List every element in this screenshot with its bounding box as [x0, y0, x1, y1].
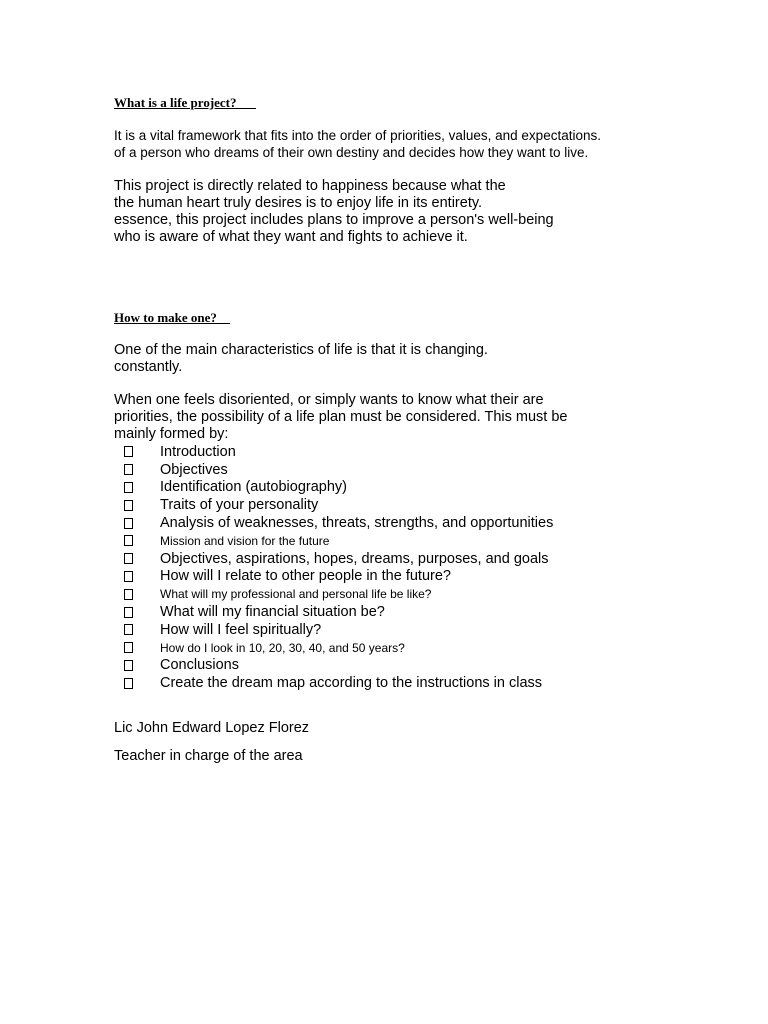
- text-line: priorities, the possibility of a life plan must be considered. This must be: [114, 409, 568, 425]
- checkbox-square-icon: [124, 535, 133, 546]
- checkbox-square-icon: [124, 500, 133, 511]
- list-item: [114, 674, 553, 692]
- checkbox-square-icon: [124, 642, 133, 653]
- text-line: constantly.: [114, 359, 183, 375]
- list-item: [114, 532, 553, 550]
- list-item: [114, 603, 553, 621]
- list-item-label: Mission and vision for the future: [160, 533, 330, 548]
- text-line: This project is directly related to happiness because what the: [114, 178, 506, 194]
- checkbox-square-icon: [124, 660, 133, 671]
- checkbox-square-icon: [124, 678, 133, 689]
- life-plan-components-list: [114, 443, 553, 692]
- list-item: [114, 479, 553, 497]
- checkbox-square-icon: [124, 518, 133, 529]
- list-item: [114, 550, 553, 568]
- text-line: essence, this project includes plans to improve a person's well-being: [114, 212, 554, 228]
- list-item: [114, 443, 553, 461]
- list-item-label: What will my professional and personal life be like?: [160, 587, 432, 602]
- list-item-label: How will I relate to other people in the future?: [160, 568, 451, 585]
- list-item-label: What will my financial situation be?: [160, 604, 385, 621]
- happiness-paragraph: [114, 178, 554, 246]
- list-item-label: Introduction: [160, 443, 236, 460]
- teacher-name: Lic John Edward Lopez Florez: [114, 720, 310, 736]
- list-item-label: Analysis of weaknesses, threats, strengths, and opportunities: [160, 515, 554, 532]
- text-line: the human heart truly desires is to enjoy life in its entirety.: [114, 195, 483, 211]
- text-line: One of the main characteristics of life is that it is changing.: [114, 342, 488, 358]
- list-item: [114, 514, 553, 532]
- checkbox-square-icon: [124, 446, 133, 457]
- list-item: [114, 496, 553, 514]
- text-line: It is a vital framework that fits into the order of priorities, values, and expectations.: [114, 128, 601, 143]
- list-item: [114, 639, 553, 657]
- text-line: of a person who dreams of their own destiny and decides how they want to live.: [114, 145, 589, 160]
- characteristics-paragraph: [114, 342, 488, 376]
- teacher-role: Teacher in charge of the area: [114, 748, 303, 764]
- section-heading-what-is: What is a life project?: [114, 95, 257, 110]
- list-item: [114, 461, 553, 479]
- list-item: [114, 621, 553, 639]
- list-item-label: Objectives, aspirations, hopes, dreams, purposes, and goals: [160, 550, 549, 567]
- section-heading-how-to: How to make one?: [114, 310, 230, 325]
- checkbox-square-icon: [124, 553, 133, 564]
- list-item: [114, 568, 553, 586]
- checkbox-square-icon: [124, 589, 133, 600]
- checkbox-square-icon: [124, 464, 133, 475]
- list-item-label: How will I feel spiritually?: [160, 621, 322, 638]
- list-item-label: Create the dream map according to the instructions in class: [160, 675, 543, 692]
- list-item-label: Objectives: [160, 461, 228, 478]
- list-item-label: How do I look in 10, 20, 30, 40, and 50 years?: [160, 640, 405, 655]
- text-line: When one feels disoriented, or simply wants to know what their are: [114, 392, 544, 408]
- list-item-label: Identification (autobiography): [160, 479, 348, 496]
- list-item-label: Conclusions: [160, 657, 239, 674]
- list-item-label: Traits of your personality: [160, 497, 319, 514]
- definition-paragraph: [114, 127, 601, 161]
- text-line: who is aware of what they want and fights to achieve it.: [114, 229, 468, 245]
- list-item: [114, 585, 553, 603]
- checkbox-square-icon: [124, 482, 133, 493]
- checkbox-square-icon: [124, 624, 133, 635]
- life-plan-paragraph: [114, 392, 567, 443]
- text-line: mainly formed by:: [114, 426, 229, 442]
- checkbox-square-icon: [124, 607, 133, 618]
- checkbox-square-icon: [124, 571, 133, 582]
- list-item: [114, 657, 553, 675]
